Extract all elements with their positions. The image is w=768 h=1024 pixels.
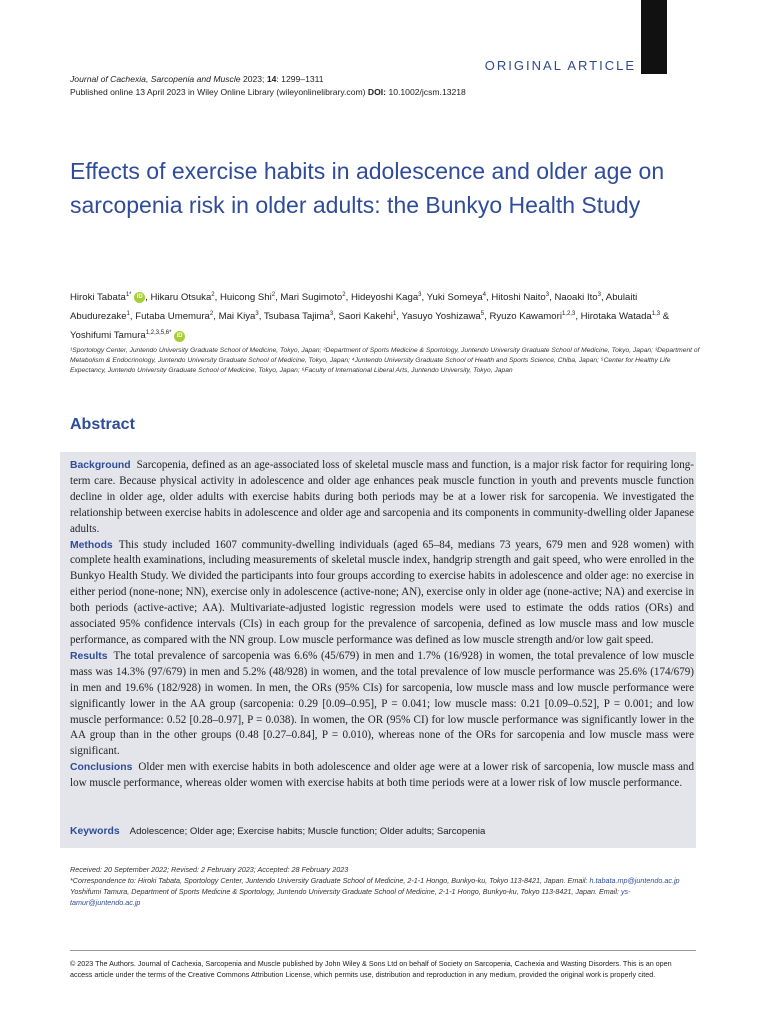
author-affil-sup: 3 xyxy=(597,292,601,298)
affiliations: ¹Sportology Center, Juntendo University Graduate School of Medicine, Tokyo, Japan; ²Department of Sports Medicine & Sportology, Juntendo University Graduate School of Medicine, Tokyo, Japan; ³Department of Metabolism & Endocrinology, Juntendo University Graduate School of Medicine, Tokyo, Japan; ⁴Juntendo University Graduate School of Health and Sports Science, Chiba, Japan; ⁵Center for Healthy Life Expectancy, Juntendo University Graduate School of Medicine, Tokyo, Japan; ⁶Faculty of International Liberal Arts, Juntendo University, Tokyo, Japan xyxy=(70,347,700,374)
author-name: Mari Sugimoto xyxy=(280,292,343,304)
author-name: Hideyoshi Kaga xyxy=(350,292,419,304)
author-affil-sup: 3 xyxy=(545,292,550,298)
author-affil-sup: 2 xyxy=(271,292,276,298)
abstract-background: Background Sarcopenia, defined as an age-associated loss of skeletal muscle mass and function, is a major risk factor for requiring long-term care. Because physical activity in adolescence and older age enhances peak muscle function in youth and prevents muscle function decline in older age, older adults with exercise habits during both periods may be at a lower risk for sarcopenia. We investigated the relationship between exercise habits in adolescence and older age and sarcopenia and its components in community-dwelling older Japanese adults. xyxy=(70,459,694,535)
author-affil-sup: 3 xyxy=(329,311,334,318)
journal-name: Journal of Cachexia, Sarcopenia and Muscle xyxy=(70,74,241,84)
journal-citation: Journal of Cachexia, Sarcopenia and Muscle 2023; 14: 1299–1311 Published online 13 April 2023 in Wiley Online Library (wileyonlinelibrary.com) DOI: 10.1002/jcsm.13218 xyxy=(70,74,466,97)
correspondence-info: Received: 20 September 2022; Revised: 2 February 2023; Accepted: 28 February 2023 *Correspondence to: Hiroki Tabata, Sportology Center, Juntendo University Graduate School of Medicine, 2-1-1 Hongo, Bunkyo-ku, Tokyo 113-8421, Japan. Email: h.tabata.mp@juntendo.ac.jp Yoshifumi Tamura, Department of Sports Medicine & Sportology, Juntendo University Graduate School of Medicine, 2-1-1 Hongo, Bunkyo-ku, Tokyo 113-8421, Japan. Email: ys-tamur@juntendo.ac.jp xyxy=(70,864,700,908)
abstract-heading: Abstract xyxy=(70,416,135,433)
copyright-notice: © 2023 The Authors. Journal of Cachexia, Sarcopenia and Muscle published by John Wiley & Sons Ltd on behalf of Society on Sarcopenia, Cachexia and Wasting Disorders. This is an open access article under the terms of the Creative Commons Attribution License, which permits use, distribution and reproduction in any medium, provided the original work is properly cited. xyxy=(70,959,672,979)
page-corner-tab xyxy=(641,0,667,74)
author-affil-sup: 1,2,3 xyxy=(561,311,576,318)
author-name: Mai Kiya xyxy=(218,311,256,323)
received-dates: Received: 20 September 2022; Revised: 2 February 2023; Accepted: 28 February 2023 xyxy=(70,865,349,874)
author-name: Abulaiti Abudurezake xyxy=(70,292,638,323)
email-link-tamura[interactable]: ys-tamur@juntendo.ac.jp xyxy=(70,887,631,907)
doi-link[interactable]: 10.1002/jcsm.13218 xyxy=(388,87,466,97)
author-list: Hiroki Tabata$^{1*}$ iD , Hikaru Otsuka$^2$, Huicong Shi$^2$, Mari Sugimoto$^2$, Hideyoshi Kaga$^3$, Yuki Someya$^4$, Hitoshi Naito$^3$, Naoaki Ito$^3$, Abulaiti Abudurezake$^1$, Futaba Umemura$^2$, Mai Kiya$^3$, Tsubasa Tajima$^3$, Saori Kakehi$^1$, Yasuyo Yoshizawa$^5$, Ryuzo Kawamori$^{1,2,3}$, Hirotaka Watada$^{1,3}$ & Yoshifumi Tamura$^{1,2,3,5,6*}$ iD xyxy=(70,292,670,342)
keywords: Keywords Adolescence; Older age; Exercise habits; Muscle function; Older adults; Sarcopenia xyxy=(70,826,486,837)
author-affil-sup: 2 xyxy=(342,292,346,298)
author-affil-sup: 1 xyxy=(126,311,130,318)
abstract-results: Results The total prevalence of sarcopenia was 6.6% (45/679) in men and 1.7% (16/928) in women, the total prevalence of low muscle mass was 14.3% (97/679) in men and 5.2% (48/928) in women, and the total prevalence of low muscle performance was 25.6% (174/679) in men and 19.6% (182/928) in women. In men, the ORs (95% CIs) for sarcopenia, low muscle mass and low muscle performance were significantly lower in the AA group (sarcopenia: 0.29 [0.09–0.95], P = 0.041; low muscle mass: 0.21 [0.09–0.52], P = 0.001; and low muscle performance: 0.52 [0.28–0.97], P = 0.038). In women, the OR (95% CI) for low muscle performance was significantly lower in the AA group than in the other groups (0.48 [0.27–0.84], P = 0.010), whereas none of the ORs for sarcopenia and low muscle mass were significant. xyxy=(70,649,694,758)
author-name: Yasuyo Yoshizawa xyxy=(401,311,481,323)
author-name: Hirotaka Watada xyxy=(580,311,652,323)
author-name: Hiroki Tabata xyxy=(70,292,126,304)
author-name: Futaba Umemura xyxy=(135,311,210,323)
author-affil-sup: 4 xyxy=(482,292,487,298)
abstract-conclusions: Conclusions Older men with exercise habits in both adolescence and older age were at a lower risk of sarcopenia, low muscle mass and low muscle performance, whereas older women with exercise habits at both time periods were at a lower risk of low muscle performance. xyxy=(70,761,694,790)
author-name: Hitoshi Naito xyxy=(491,292,546,304)
article-title: Effects of exercise habits in adolescence and older age on sarcopenia risk in older adults: the Bunkyo Health Study xyxy=(70,158,665,218)
author-name: Saori Kakehi xyxy=(338,311,393,323)
author-affil-sup: 1,3 xyxy=(651,311,661,318)
author-affil-sup: 5 xyxy=(480,311,485,318)
author-name: Hikaru Otsuka xyxy=(150,292,212,304)
author-name: Huicong Shi xyxy=(219,292,272,304)
author-name: Ryuzo Kawamori xyxy=(489,311,562,323)
author-affil-sup: 2 xyxy=(209,311,214,318)
author-affil-sup: 1 xyxy=(392,311,397,318)
author-name: Tsubasa Tajima xyxy=(263,311,330,323)
abstract-text xyxy=(70,458,694,792)
author-name: Yoshifumi Tamura xyxy=(70,330,146,342)
published-info: Published online 13 April 2023 in Wiley Online Library (wileyonlinelibrary.com) xyxy=(70,87,366,97)
orcid-icon[interactable]: iD xyxy=(174,331,185,342)
author-name: Naoaki Ito xyxy=(554,292,598,304)
email-link-tabata[interactable]: h.tabata.mp@juntendo.ac.jp xyxy=(589,876,680,885)
author-affil-sup: 3 xyxy=(255,311,259,318)
section-label: ORIGINAL ARTICLE xyxy=(484,58,636,73)
author-affil-sup: 1* xyxy=(125,292,132,298)
footer-divider xyxy=(70,950,696,951)
author-name: Yuki Someya xyxy=(426,292,483,304)
author-affil-sup: 3 xyxy=(418,292,422,298)
author-affil-sup: 2 xyxy=(211,292,215,298)
abstract-methods: Methods This study included 1607 community-dwelling individuals (aged 65–84, medians 73 years, 679 men and 928 women) with complete health examinations, including measurements of skeletal muscle index, handgrip strength and gait speed, who were enrolled in the Bunkyo Health Study. We divided the participants into four groups according to exercise habits in adolescence and older age: no exercise in either period (none-none; NN), exercise only in adolescence (active-none; AN), exercise only in older age (none-active; NA) and exercise in both periods (active-active; AA). Multivariate-adjusted logistic regression models were used to estimate the odds ratios (ORs) and associated 95% confidence intervals (CIs) in each group for the prevalence of sarcopenia, defined as low muscle mass and low muscle performance, as compared with the NN group. Low muscle performance was defined as low muscle strength and/or low gait speed. xyxy=(70,538,694,646)
author-affil-sup: 1,2,3,5,6* xyxy=(145,330,172,337)
orcid-icon[interactable]: iD xyxy=(134,292,145,303)
